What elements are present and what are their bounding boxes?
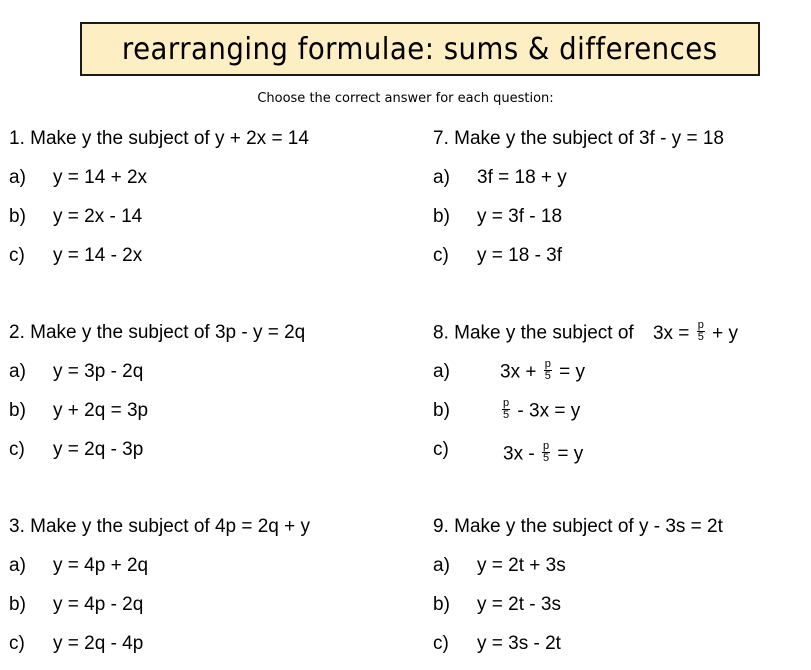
fraction-numerator: p: [503, 397, 510, 409]
option-post: - 3x = y: [512, 400, 581, 422]
question-title: 2. Make y the subject of 3p - y = 2q: [9, 322, 306, 343]
option-letter: c): [9, 439, 25, 460]
fraction-numerator: p: [542, 440, 550, 452]
option-post: = y: [553, 361, 586, 383]
fraction-denominator: 5: [503, 409, 510, 421]
option-letter: b): [9, 206, 26, 227]
option-text: y = 14 - 2x: [53, 245, 143, 266]
instruction-text: Choose the correct answer for each question:: [257, 91, 554, 106]
option-letter: a): [433, 167, 450, 188]
option-text: [500, 397, 581, 423]
option-letter: b): [433, 206, 450, 227]
option-text: y = 2x - 14: [53, 206, 143, 227]
option-text: y = 2t - 3s: [477, 594, 561, 615]
question-title: 9. Make y the subject of y - 3s = 2t: [433, 516, 723, 537]
option-text: y = 3s - 2t: [477, 633, 561, 654]
fraction-denominator: 5: [542, 452, 550, 464]
option-text: y = 14 + 2x: [53, 167, 148, 188]
equation-post: + y: [706, 322, 738, 344]
question-title: 3. Make y the subject of 4p = 2q + y: [9, 516, 311, 537]
fraction-numerator: p: [544, 358, 551, 370]
option-pre: 3x +: [500, 361, 542, 383]
option-letter: b): [9, 400, 26, 421]
question-title: 1. Make y the subject of y + 2x = 14: [9, 128, 309, 149]
option-text: y = 4p + 2q: [53, 555, 149, 576]
option-text: y = 3p - 2q: [53, 361, 144, 382]
option-text: [503, 440, 584, 466]
fraction-denominator: 5: [697, 331, 704, 343]
option-text: y = 3f - 18: [477, 206, 563, 227]
option-letter: c): [433, 439, 449, 460]
question-title: 7. Make y the subject of 3f - y = 18: [433, 128, 724, 149]
option-letter: c): [9, 633, 25, 654]
option-letter: c): [433, 245, 449, 266]
option-text: y = 2t + 3s: [477, 555, 566, 576]
option-letter: b): [9, 594, 26, 615]
option-letter: a): [9, 167, 26, 188]
option-post: = y: [552, 443, 584, 465]
option-letter: c): [9, 245, 25, 266]
option-text: 3f = 18 + y: [477, 167, 567, 188]
equation-pre: 3x =: [652, 322, 695, 344]
option-text: y = 2q - 4p: [53, 633, 144, 654]
fraction: [697, 320, 705, 343]
option-letter: a): [433, 361, 450, 382]
page-title: rearranging formulae: sums & differences: [122, 31, 718, 67]
option-letter: a): [433, 555, 450, 576]
option-text: y = 4p - 2q: [53, 594, 144, 615]
question-equation: [652, 319, 738, 344]
option-pre: 3x -: [503, 443, 540, 465]
option-letter: b): [433, 400, 450, 421]
question-title: [433, 319, 738, 345]
fraction: [502, 398, 510, 421]
option-letter: a): [9, 361, 26, 382]
option-text: [500, 358, 586, 384]
fraction: [542, 441, 550, 464]
option-text: y = 18 - 3f: [477, 245, 563, 266]
option-letter: c): [433, 633, 449, 654]
title-box: [80, 22, 760, 76]
fraction-numerator: p: [697, 319, 704, 331]
fraction-denominator: 5: [544, 370, 551, 382]
question-title-text: 8. Make y the subject of: [433, 322, 634, 344]
option-letter: a): [9, 555, 26, 576]
fraction: [544, 359, 552, 382]
option-text: y = 2q - 3p: [53, 439, 144, 460]
option-text: y + 2q = 3p: [53, 400, 149, 421]
option-letter: b): [433, 594, 450, 615]
